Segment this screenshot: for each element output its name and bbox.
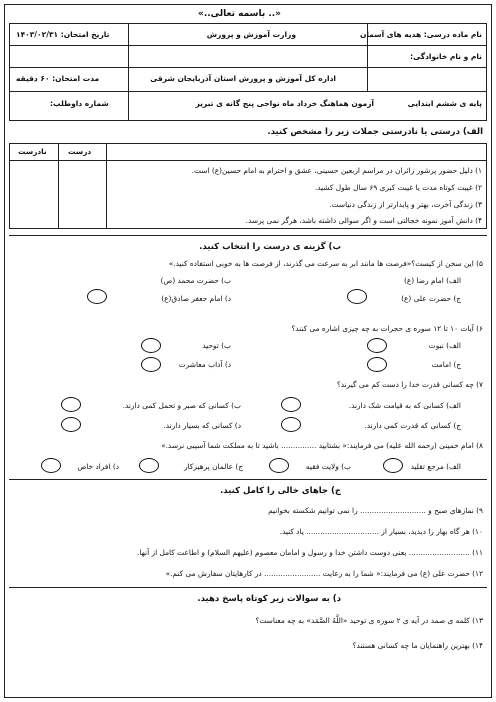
q8-answer-circle-d[interactable]: [41, 458, 61, 473]
exam-sheet: [4, 4, 492, 698]
fill-blank-12: ۱۲) حضرت علی (ع) می فرمایند:« شما را به رعایت ........................ در کارهایتان سفارش می کنم.»: [165, 569, 483, 578]
q5-answer-circle-b[interactable]: [87, 289, 107, 304]
q7-option-a: الف) کسانی که به قیامت شک دارند.: [348, 401, 461, 410]
q5-answer-circle-a[interactable]: [347, 289, 367, 304]
q6-option-c: ج) امامت: [431, 360, 461, 369]
q7-answer-circle-d[interactable]: [61, 417, 81, 432]
directorate-label: اداره کل آموزش و پرورش استان آذربایجان شرقی: [150, 74, 336, 83]
header-row-2: [10, 48, 486, 66]
q6-answer-circle-b[interactable]: [141, 338, 161, 353]
q8-answer-circle-b[interactable]: [269, 458, 289, 473]
q5-option-c: ج) حضرت علی (ع): [401, 294, 461, 303]
header-row-4: [10, 95, 486, 113]
short-answer-14: ۱۴) بهترین راهنمایان ما چه کسانی هستند؟: [352, 641, 483, 650]
exam-date-label: تاریخ امتحان: ۱۴۰۳/۰۲/۳۱: [16, 30, 110, 39]
question-6: ۶) آیات ۱۰ تا ۱۲ سوره ی حجرات به چه چیزی اشاره می کنند؟: [291, 324, 483, 333]
q7-answer-circle-b[interactable]: [61, 397, 81, 412]
ministry-label: وزارت آموزش و پرورش: [206, 30, 296, 39]
short-answer-13: ۱۳) کلمه ی صمد در آیه ی ۲ سوره ی توحید «اللَّهُ الصَّمَد» به چه معناست؟: [255, 616, 483, 625]
q6-option-a: الف) نبوت: [428, 341, 461, 350]
student-name-label: نام و نام خانوادگی:: [410, 52, 482, 61]
q6-answer-circle-a[interactable]: [367, 338, 387, 353]
q6-answer-circle-d[interactable]: [141, 357, 161, 372]
q8-option-a: الف) مرجع تقلید: [410, 462, 461, 471]
q6-answer-circle-c[interactable]: [367, 357, 387, 372]
q6-option-b: ب) توحید: [202, 341, 231, 350]
q5-option-b: ب) حضرت محمد (ص): [160, 276, 231, 285]
tf-item-2: ۲) غیبت کوتاه مدت یا غیبت کبری ۶۹ سال طول کشید.: [314, 183, 482, 192]
q7-answer-circle-a[interactable]: [281, 397, 301, 412]
question-8: ۸) امام خمینی (رحمه الله علیه) می فرمایند:« بشتابید ............... باشید تا به مملکت شما آسیبی نرسد.»: [161, 441, 483, 450]
q5-option-a: الف) امام رضا (ع): [404, 276, 461, 285]
tf-item-3: ۳) زندگی آخرت، بهتر و پایدارتر از زندگی دنیاست.: [329, 200, 482, 209]
q7-option-d: د) کسانی که بسیار دارند.: [163, 421, 241, 430]
exam-header: [9, 23, 487, 121]
exam-name-label: آزمون هماهنگ خرداد ماه نواحی پنج گانه ی تبریز: [195, 99, 374, 108]
true-column-header: درست: [68, 147, 92, 156]
header-row-1: [10, 26, 486, 44]
tf-item-4: ۴) دانش آموز نمونه خجالتی است و اگر سوالی داشته باشد، هرگز نمی پرسد.: [245, 216, 482, 225]
fill-blank-10: ۱۰) هر گاه بهار را دیدید، بسیار از ............................... یاد کنید.: [279, 527, 483, 536]
header-row-3: [10, 70, 486, 88]
section-b-title: ب) گزینه ی درست را انتخاب کنید.: [199, 242, 341, 252]
section-c-title: ج) جاهای خالی را کامل کنید.: [220, 486, 341, 496]
q5-option-d: د) امام جعفر صادق(ع): [161, 294, 231, 303]
tf-item-1: ۱) دلیل حضور پرشور زائران در مراسم اربعین حسینی، عشق و احترام به امام حسین(ع) است.: [191, 166, 482, 175]
section-a-title: الف) درستی یا نادرستی جملات زیر را مشخص کنید.: [267, 127, 483, 137]
q8-option-d: د) افراد خاص: [77, 462, 119, 471]
q8-option-b: ب) ولایت فقیه: [305, 462, 351, 471]
q8-option-c: ج) عالمان پرهیزکار: [184, 462, 243, 471]
question-7: ۷) چه کسانی قدرت خدا را دست کم می گیرند؟: [336, 380, 483, 389]
q8-answer-circle-c[interactable]: [139, 458, 159, 473]
question-5: ۵) این سخن از کیست؟«فرصت ها مانند ابر به سرعت می گذرند، از فرصت ها به خوبی استفاده کنید.»: [168, 259, 483, 268]
grade-label: پایه ی ششم ابتدایی: [407, 99, 482, 108]
fill-blank-11: ۱۱) .......................... یعنی دوست داشتن خدا و رسول و امامان معصوم (علیهم السلام) و اطاعت کامل از آنها.: [137, 548, 483, 557]
false-column-header: نادرست: [18, 147, 47, 156]
subject-label: نام ماده درسی: هدیه های آسمان: [359, 30, 482, 39]
section-d-title: د) به سوالات زیر کوتاه پاسخ دهید.: [197, 594, 341, 604]
page-title: «.. باسمه تعالی..»: [198, 9, 281, 19]
q7-answer-circle-c[interactable]: [281, 417, 301, 432]
q8-answer-circle-a[interactable]: [383, 458, 403, 473]
q7-option-b: ب) کسانی که صبر و تحمل کمی دارند.: [122, 401, 241, 410]
fill-blank-9: ۹) نمازهای صبح و ............................ را نمی توانیم شکسته بخوانیم: [268, 506, 483, 515]
q7-option-c: ج) کسانی که قدرت کمی دارند.: [364, 421, 461, 430]
duration-label: مدت امتحان: ۶۰ دقیقه: [16, 74, 100, 83]
candidate-number-label: شماره داوطلب:: [50, 99, 109, 108]
true-false-table: [9, 143, 487, 229]
q6-option-d: د) آداب معاشرت: [178, 360, 231, 369]
